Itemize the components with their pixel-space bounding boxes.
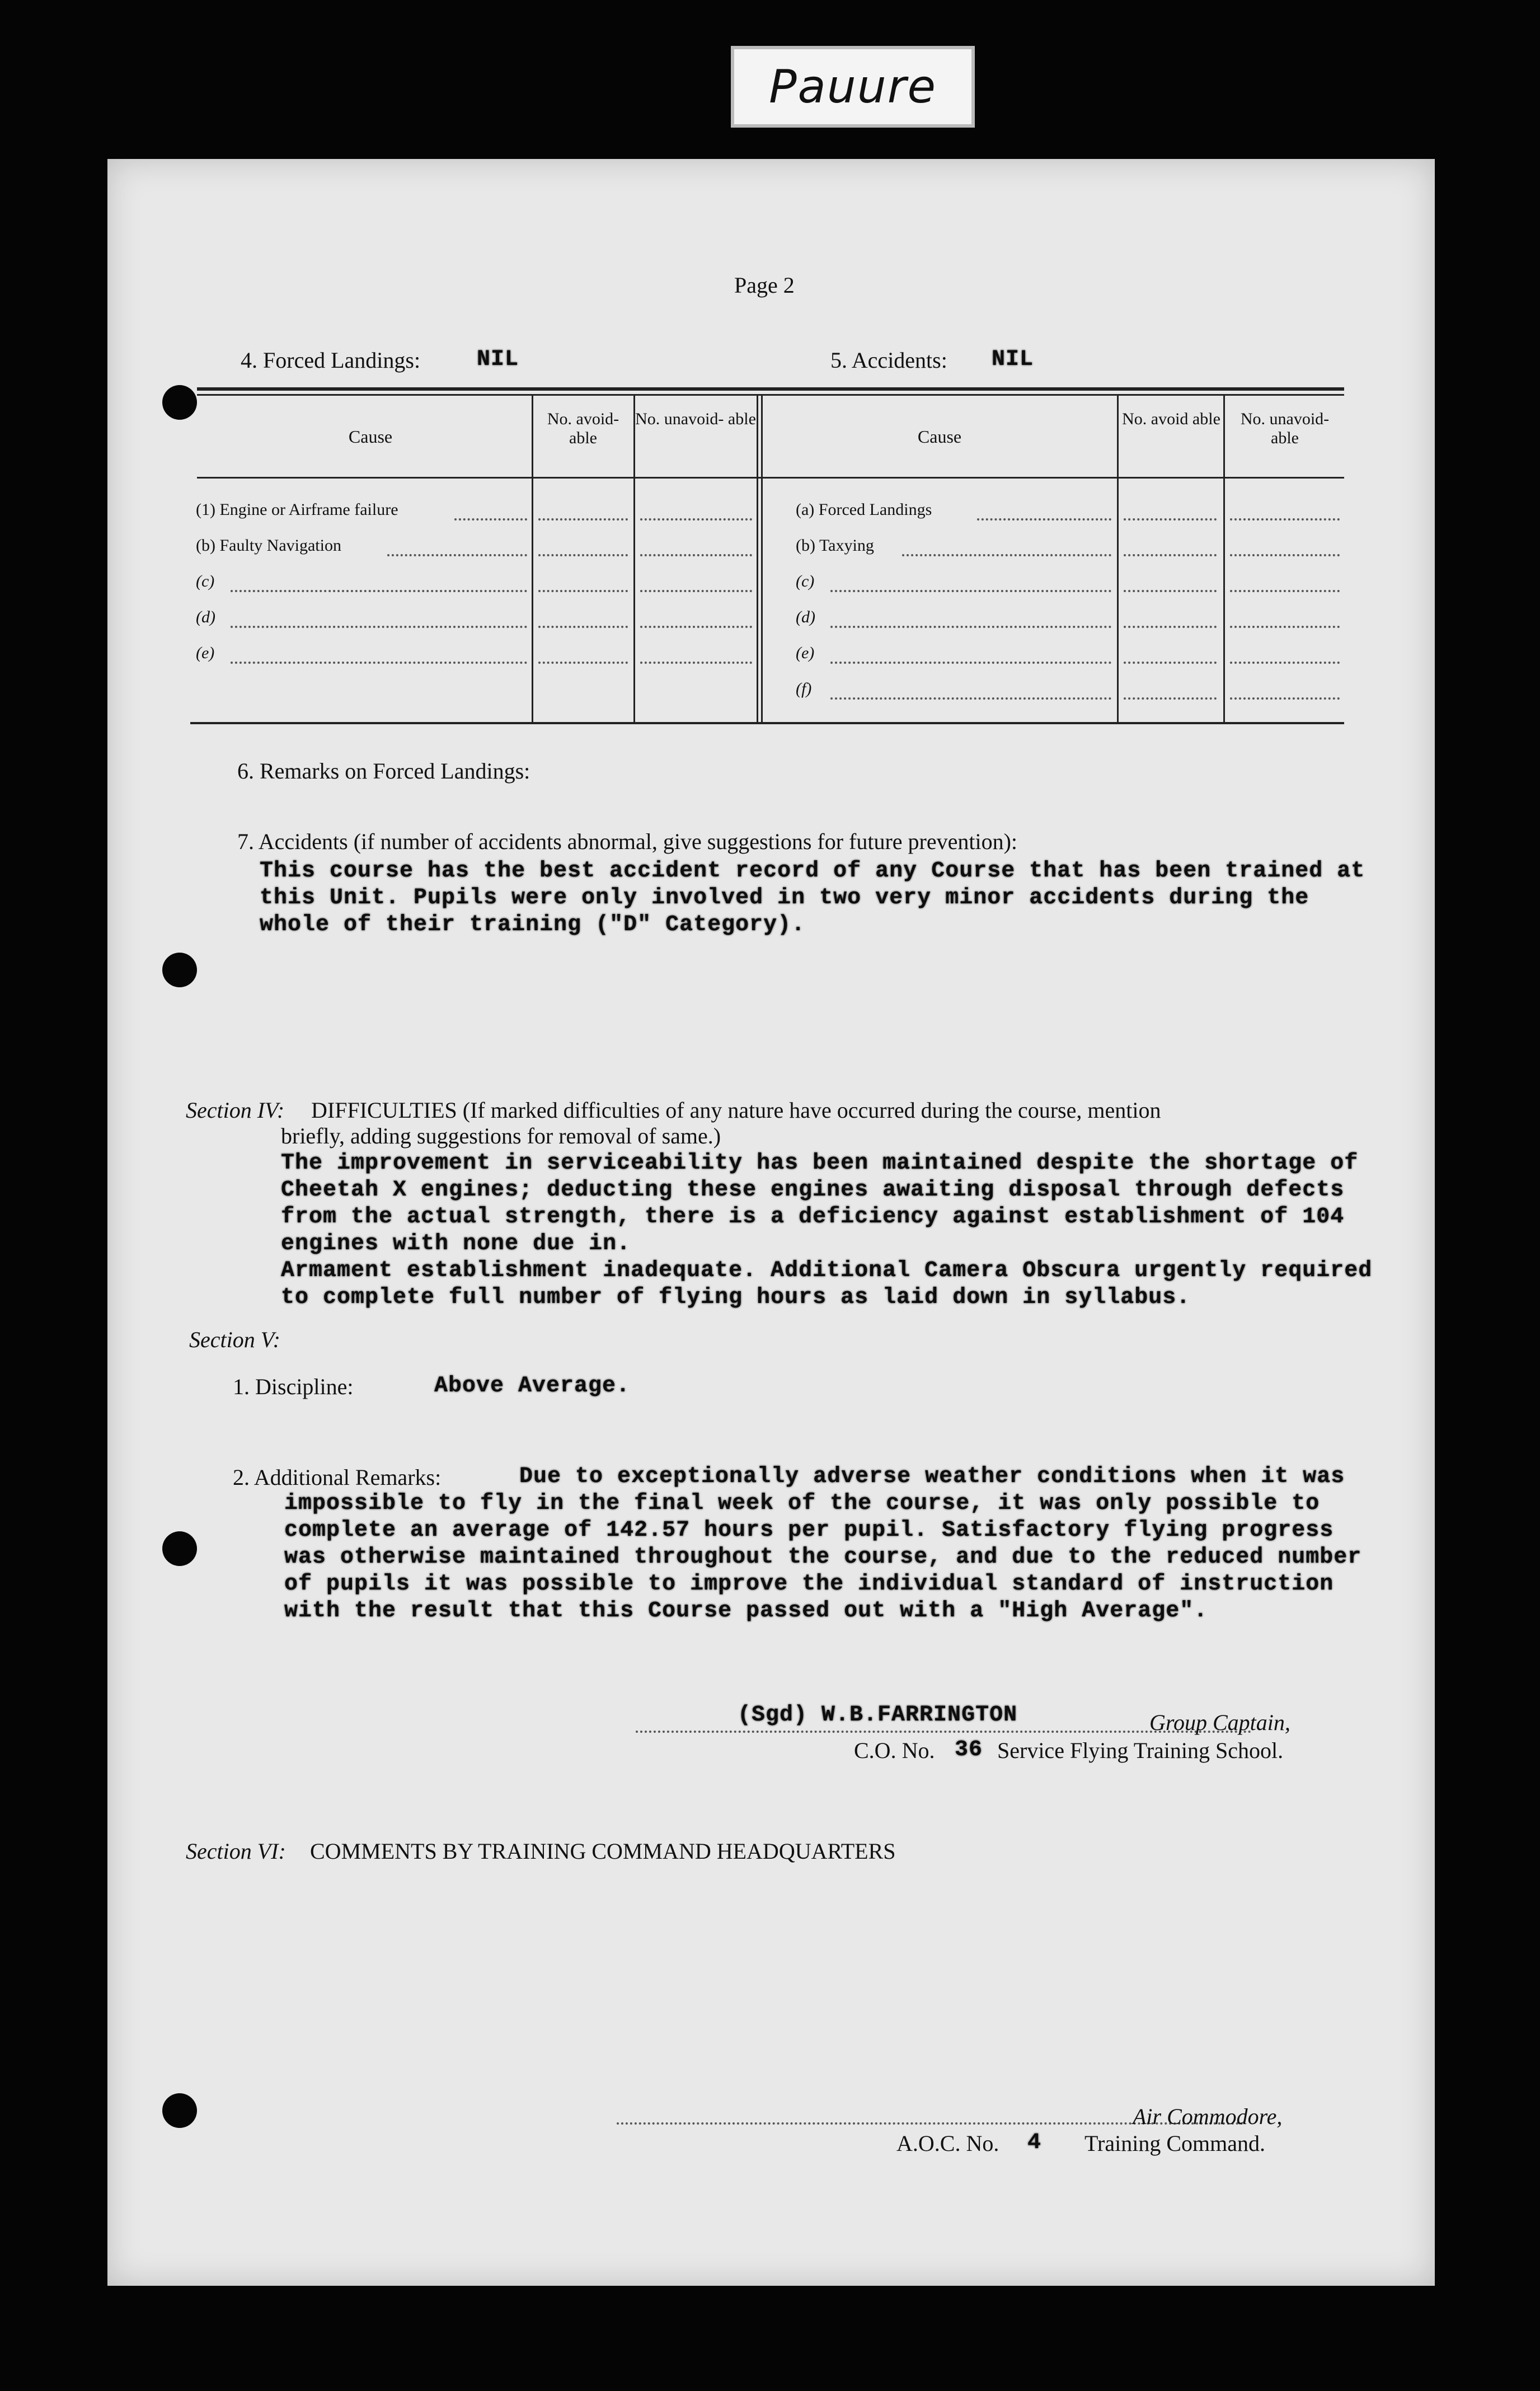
- table-header-cause-right: Cause: [917, 426, 962, 447]
- table-top-rule-thin: [197, 394, 1344, 396]
- section-iv-line: Armament establishment inadequate. Additional Camera Obscura urgently required: [281, 1258, 1373, 1283]
- section-iv-line: to complete full number of flying hours as laid down in syllabus.: [281, 1285, 1191, 1310]
- dotted-leader: [231, 626, 527, 628]
- signature-name: (Sgd) W.B.FARRINGTON: [738, 1703, 1018, 1728]
- section-iv-line: The improvement in serviceability has been maintained despite the shortage of: [281, 1151, 1359, 1176]
- accidents-remarks-label: 7. Accidents (if number of accidents abnormal, give suggestions for future prevention):: [237, 829, 1018, 854]
- section-v-label: Section V:: [189, 1327, 280, 1352]
- dotted-leader: [1230, 662, 1340, 664]
- co-number: 36: [955, 1737, 983, 1762]
- aoc-suffix: Training Command.: [1084, 2131, 1265, 2156]
- section-iv-line: from the actual strength, there is a deficiency against establishment of 104: [281, 1204, 1345, 1230]
- section-iv-label: Section IV:: [186, 1098, 285, 1123]
- dotted-leader: [231, 662, 527, 664]
- dotted-leader: [640, 554, 752, 556]
- table-row-cause: (f): [796, 679, 812, 698]
- table-col-divider: [1223, 395, 1225, 723]
- dotted-leader: [387, 554, 527, 556]
- document-page: [107, 159, 1435, 2286]
- accidents-remarks-line: whole of their training ("D" Category).: [260, 912, 806, 937]
- dotted-leader: [640, 662, 752, 664]
- discipline-value: Above Average.: [434, 1373, 631, 1399]
- page-number: Page 2: [734, 273, 795, 298]
- table-header-rule: [197, 477, 1344, 479]
- table-header-unavoidable-right: No. unavoid- able: [1240, 410, 1330, 447]
- table-bottom-rule: [190, 722, 1344, 724]
- dotted-leader: [538, 626, 628, 628]
- table-header-avoidable-left: No. avoid- able: [547, 410, 619, 447]
- table-header-avoidable-right: No. avoid able: [1122, 410, 1220, 428]
- punch-hole: [162, 953, 197, 987]
- remarks-forced-landings-label: 6. Remarks on Forced Landings:: [237, 758, 530, 784]
- forced-landings-value: NIL: [477, 347, 519, 372]
- dotted-leader: [538, 518, 628, 521]
- dotted-leader: [1230, 626, 1340, 628]
- additional-remarks-line: of pupils it was possible to improve the individual standard of instruction: [284, 1572, 1334, 1597]
- table-row-cause: (a) Forced Landings: [796, 500, 932, 519]
- dotted-leader: [538, 662, 628, 664]
- table-row-cause: (b) Taxying: [796, 536, 874, 555]
- additional-remarks-line: Due to exceptionally adverse weather conditions when it was: [519, 1464, 1345, 1489]
- table-col-divider: [1117, 395, 1119, 723]
- dotted-leader: [830, 662, 1111, 664]
- additional-remarks-line: with the result that this Course passed out with a "High Average".: [284, 1598, 1208, 1624]
- table-row-cause: (c): [196, 572, 215, 590]
- aoc-rank: Air Commodore,: [1133, 2104, 1283, 2129]
- dotted-leader: [640, 626, 752, 628]
- table-row-cause: (1) Engine or Airframe failure: [196, 500, 398, 519]
- dotted-leader: [1124, 518, 1217, 521]
- file-tag-label: [731, 46, 975, 128]
- dotted-leader: [538, 554, 628, 556]
- section-vi-heading: COMMENTS BY TRAINING COMMAND HEADQUARTERS: [310, 1839, 896, 1864]
- co-prefix: C.O. No.: [854, 1738, 935, 1763]
- dotted-leader: [538, 590, 628, 592]
- table-top-rule: [197, 387, 1344, 391]
- table-row-cause: (e): [796, 644, 815, 662]
- forced-landings-label: 4. Forced Landings:: [241, 348, 421, 373]
- dotted-leader: [1230, 697, 1340, 700]
- dotted-leader: [640, 590, 752, 592]
- section-iv-line: Cheetah X engines; deducting these engines awaiting disposal through defects: [281, 1178, 1345, 1203]
- dotted-leader: [640, 518, 752, 521]
- accidents-value: NIL: [992, 347, 1034, 372]
- section-vi-label: Section VI:: [186, 1839, 286, 1864]
- dotted-leader: [1230, 554, 1340, 556]
- school-name: Service Flying Training School.: [997, 1738, 1284, 1763]
- dotted-leader: [231, 590, 527, 592]
- signature-rank: Group Captain,: [1149, 1710, 1290, 1735]
- additional-remarks-line: was otherwise maintained throughout the course, and due to the reduced number: [284, 1545, 1362, 1570]
- section-iv-heading-cont: briefly, adding suggestions for removal of same.): [281, 1123, 721, 1148]
- table-row-cause: (c): [796, 572, 815, 590]
- aoc-number: 4: [1027, 2130, 1042, 2155]
- dotted-leader: [1124, 662, 1217, 664]
- table-header-cause-left: Cause: [348, 426, 393, 447]
- dotted-leader: [830, 626, 1111, 628]
- accidents-remarks-line: This course has the best accident record of any Course that has been trained at: [260, 859, 1365, 884]
- dotted-leader: [902, 554, 1111, 556]
- dotted-leader: [977, 518, 1111, 521]
- table-col-divider: [633, 395, 635, 723]
- dotted-leader: [1230, 518, 1340, 521]
- dotted-leader: [1124, 626, 1217, 628]
- section-iv-heading: DIFFICULTIES (If marked difficulties of any nature have occurred during the course, mention: [311, 1098, 1161, 1123]
- dotted-leader: [1124, 590, 1217, 592]
- discipline-label: 1. Discipline:: [233, 1374, 354, 1399]
- table-mid-divider: [761, 395, 763, 723]
- additional-remarks-line: impossible to fly in the final week of the course, it was only possible to: [284, 1491, 1320, 1516]
- punch-hole: [162, 2093, 197, 2128]
- section-iv-line: engines with none due in.: [281, 1231, 631, 1257]
- dotted-leader: [1230, 590, 1340, 592]
- table-mid-divider: [757, 395, 758, 723]
- dotted-leader: [1124, 697, 1217, 700]
- table-row-cause: (e): [196, 644, 215, 662]
- dotted-leader: [1124, 554, 1217, 556]
- table-row-cause: (d): [196, 608, 215, 626]
- accidents-label: 5. Accidents:: [830, 348, 947, 373]
- punch-hole: [162, 385, 197, 420]
- punch-hole: [162, 1531, 197, 1566]
- dotted-leader: [830, 590, 1111, 592]
- aoc-prefix: A.O.C. No.: [896, 2131, 999, 2156]
- additional-remarks-label: 2. Additional Remarks:: [233, 1465, 442, 1490]
- table-row-cause: (d): [796, 608, 815, 626]
- table-row-cause: (b) Faulty Navigation: [196, 536, 341, 555]
- dotted-leader: [454, 518, 527, 521]
- file-tag-text: Pauure: [769, 60, 937, 114]
- table-header-unavoidable-left: No. unavoid- able: [635, 410, 756, 428]
- accidents-remarks-line: this Unit. Pupils were only involved in two very minor accidents during the: [260, 885, 1309, 911]
- dotted-leader: [830, 697, 1111, 700]
- additional-remarks-line: complete an average of 142.57 hours per pupil. Satisfactory flying progress: [284, 1518, 1334, 1543]
